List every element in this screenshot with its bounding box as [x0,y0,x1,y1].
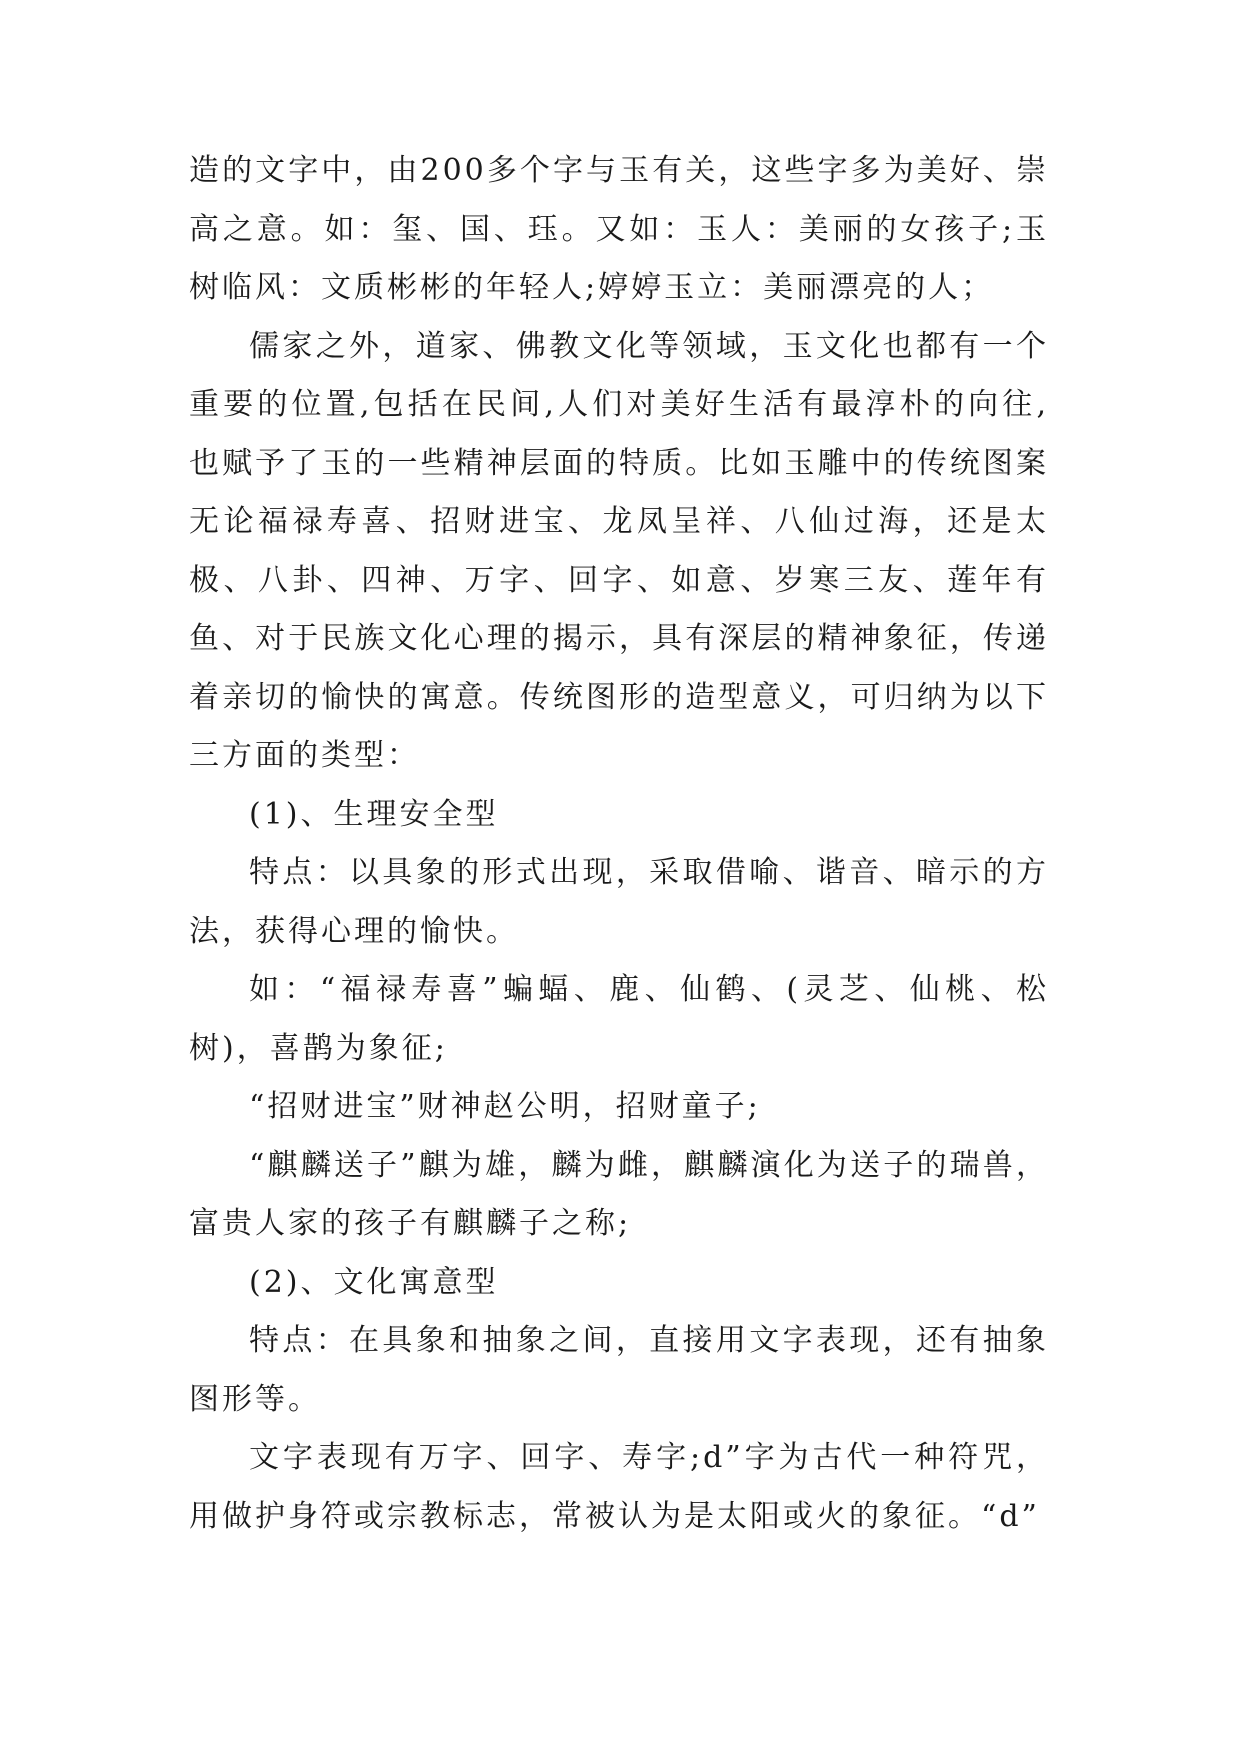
document-body [189,142,1049,1546]
heading-physiological-safety-type: (1)、生理安全型 [249,796,499,832]
paragraph-feature-1: 特点：以具象的形式出现，采取借喻、谐音、暗示的方法，获得心理的愉快。 [189,855,1049,949]
paragraph-text-representation: 文字表现有万字、回字、寿字;d”字为古代一种符咒，用做护身符或宗教标志，常被认为是太阳或火的象征。“d” [189,1440,1049,1534]
paragraph-example-zhaocai: “招财进宝”财神赵公明，招财童子; [249,1089,761,1124]
heading-cultural-meaning-type: (2)、文化寓意型 [249,1264,499,1300]
paragraph-continued-text: 造的文字中，由200多个字与玉有关，这些字多为美好、崇高之意。如：玺、国、珏。又如：玉人：美丽的女孩子;玉树临风：文质彬彬的年轻人;婷婷玉立：美丽漂亮的人； [189,153,1049,305]
paragraph-jade-culture: 儒家之外，道家、佛教文化等领域，玉文化也都有一个重要的位置,包括在民间,人们对美好生活有最淳朴的向往,也赋予了玉的一些精神层面的特质。比如玉雕中的传统图案无论福禄寿喜、招财进宝、龙凤呈祥、八仙过海，还是太极、八卦、四神、万字、回字、如意、岁寒三友、莲年有鱼、对于民族文化心理的揭示，具有深层的精神象征，传递着亲切的愉快的寓意。传统图形的造型意义，可归纳为以下三方面的类型： [189,328,1049,773]
paragraph-feature-2: 特点：在具象和抽象之间，直接用文字表现，还有抽象图形等。 [189,1323,1049,1417]
paragraph-example-qilin: “麒麟送子”麒为雄，麟为雌，麒麟演化为送子的瑞兽，富贵人家的孩子有麒麟子之称; [189,1147,1049,1241]
paragraph-example-fulu: 如：“福禄寿喜”蝙蝠、鹿、仙鹤、(灵芝、仙桃、松树)，喜鹊为象征; [189,972,1049,1066]
